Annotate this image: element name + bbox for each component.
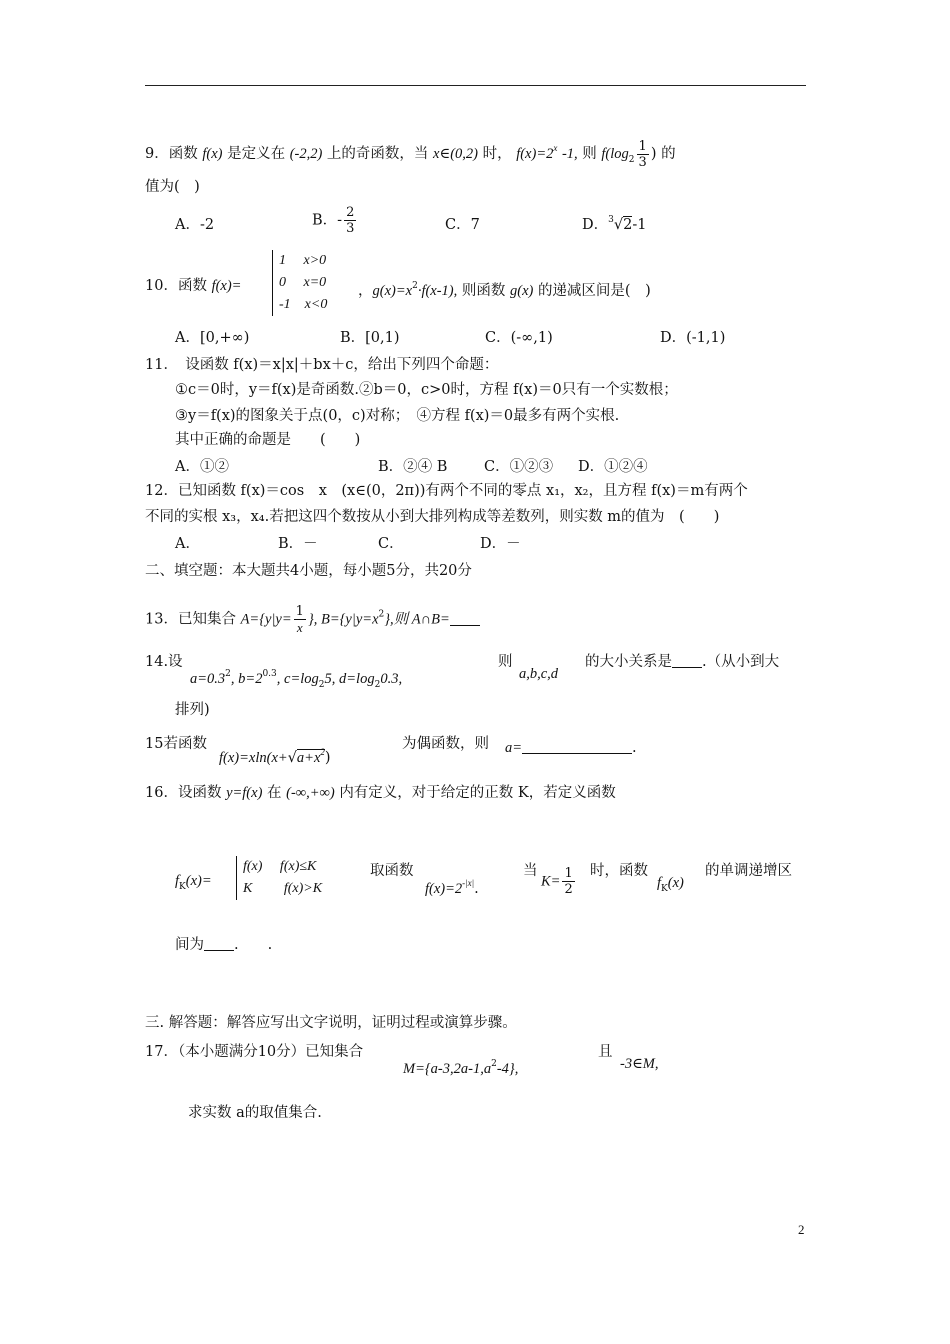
question-10-g: ，$g(x)=x^2\cdot f(x-1)$, 则函数 g(x) 的递减区间是( ) [358, 281, 651, 299]
answer-blank-15 [522, 739, 632, 754]
question-16-k: K= $\frac{1}{2}$ [541, 866, 573, 897]
question-16-take: 取函数 [370, 863, 414, 879]
section-3-heading: 三. 解答题：解答应写出文字说明，证明过程或演算步骤。 [145, 1015, 517, 1031]
q10-option-a: A．[0,+∞) [175, 330, 250, 346]
question-17-set: $M=\{a-3,2a-1,a^2-4\}$, [403, 1059, 519, 1077]
piecewise-fk: f(x) f(x)≤K K f(x)>K [236, 856, 322, 900]
question-12-line-2: 不同的实根 x₃，x₄.若把这四个数按从小到大排列构成等差数列，则实数 m的值为 ( ) [145, 509, 720, 525]
question-15-answer: a= . [505, 740, 637, 756]
question-16-fx: $f(x)=2^{-|x|}$. [425, 878, 479, 897]
question-17-and: 且 [598, 1044, 613, 1060]
question-17-cond: -3∈M, [620, 1056, 659, 1072]
question-17-line-2: 求实数 a的取值集合. [188, 1105, 322, 1121]
header-rule [145, 85, 806, 86]
sqrt-symbol: √ [287, 750, 297, 766]
q9-option-a: A．-2 [175, 217, 215, 233]
q11-option-b: B．②④ B [378, 459, 448, 475]
question-14-vars: a,b,c,d [519, 666, 559, 682]
question-14-line-2: 排列) [175, 702, 210, 718]
question-17-pre: 17．（本小题满分10分）已知集合 [145, 1044, 364, 1060]
question-14-line-1: 14.设 [145, 654, 183, 670]
sqrt-symbol: √ [613, 217, 624, 233]
question-16-when: 当 [523, 863, 538, 879]
question-16-fk: $f_K(x)=$ [175, 873, 212, 892]
section-2-heading: 二、填空题：本大题共4小题，每小题5分，共20分 [145, 563, 472, 579]
page-number: 2 [798, 1222, 805, 1237]
question-14-then: 则 [498, 654, 513, 670]
question-11-line-4: 其中正确的命题是 ( ) [175, 432, 361, 448]
question-15-pre: 15若函数 [145, 736, 207, 752]
question-13-line: 13．已知集合 A={y|y= $\frac{1}{x}$ }, $B=\{y|y=x^2\}$,则 A∩B= [145, 604, 480, 635]
q9-option-c: C．7 [445, 217, 480, 233]
q12-option-b: B．－ [278, 536, 318, 552]
question-9-line-2: 值为( ) [145, 179, 200, 195]
question-15-post: 为偶函数，则 [402, 736, 489, 752]
question-16-line-3: 间为 . . [175, 937, 273, 953]
q12-option-c: C． [378, 536, 404, 552]
question-10-line: 10．函数 f(x)= [145, 278, 242, 294]
fraction-one-over-x: $\frac{1}{x}$ [295, 604, 304, 635]
question-12-line-1: 12．已知函数 f(x)＝cos x (x∈(0，2π))有两个不同的零点 x₁，x₂，且方程 f(x)＝m有两个 [145, 483, 748, 499]
q11-option-c: C．①②③ [484, 459, 554, 475]
question-14-expr: $a=0.3^2$, $b=2^{0.3}$, $c=\log_25$, $d=\log_20.3$, [190, 669, 403, 690]
answer-blank-14 [672, 653, 702, 668]
q12-option-d: D．－ [480, 536, 521, 552]
q10-option-c: C．(-∞,1) [485, 330, 553, 346]
question-11-line-1: 11． 设函数 f(x)＝x|x|＋bx＋c，给出下列四个命题： [145, 357, 499, 373]
fraction-one-third: $\frac{1}{3}$ [638, 138, 647, 170]
question-16-post: 的单调递增区 [705, 863, 792, 879]
question-9-line-1: 9．函数 f(x) 是定义在 (-2,2) 上的奇函数，当 x∈(0,2) 时， $f(x)=2^x$ -1, 则 $f(\log_2$ $\frac{1}{3}$ ) 的 [145, 138, 676, 170]
question-11-line-3: ③y＝f(x)的图象关于点(0，c)对称； ④方程 f(x)＝0最多有两个实根. [175, 408, 620, 424]
question-14-tail: 的大小关系是 .（从小到大 [585, 654, 780, 670]
answer-blank-16 [204, 936, 234, 951]
q11-option-d: D．①②④ [578, 459, 648, 475]
q12-option-a: A． [175, 536, 200, 552]
question-16-fk3: $f_K(x)$ [657, 875, 684, 894]
question-16-line-1: 16．设函数 y=f(x) 在 (-∞,+∞) 内有定义，对于给定的正数 K，若定义函数 [145, 785, 616, 801]
q10-option-d: D．(-1,1) [660, 330, 726, 346]
q9-option-b: B．- $\frac{2}{3}$ [312, 205, 355, 236]
question-11-line-2: ①c＝0时，y＝f(x)是奇函数.②b＝0，c>0时，方程 f(x)＝0只有一个实数根； [175, 382, 678, 398]
piecewise-f: 1 x>0 0 x=0 -1 x<0 [272, 250, 327, 316]
question-15-expr: $f(x)=xln(x+√a+x^2)$ [219, 747, 331, 766]
q10-option-b: B．[0,1) [340, 330, 400, 346]
q11-option-a: A．①② [175, 459, 229, 475]
question-16-when2: 时，函数 [590, 863, 648, 879]
answer-blank-13 [450, 611, 480, 626]
q9-option-d: D．$^3$√2-1 [582, 215, 647, 233]
